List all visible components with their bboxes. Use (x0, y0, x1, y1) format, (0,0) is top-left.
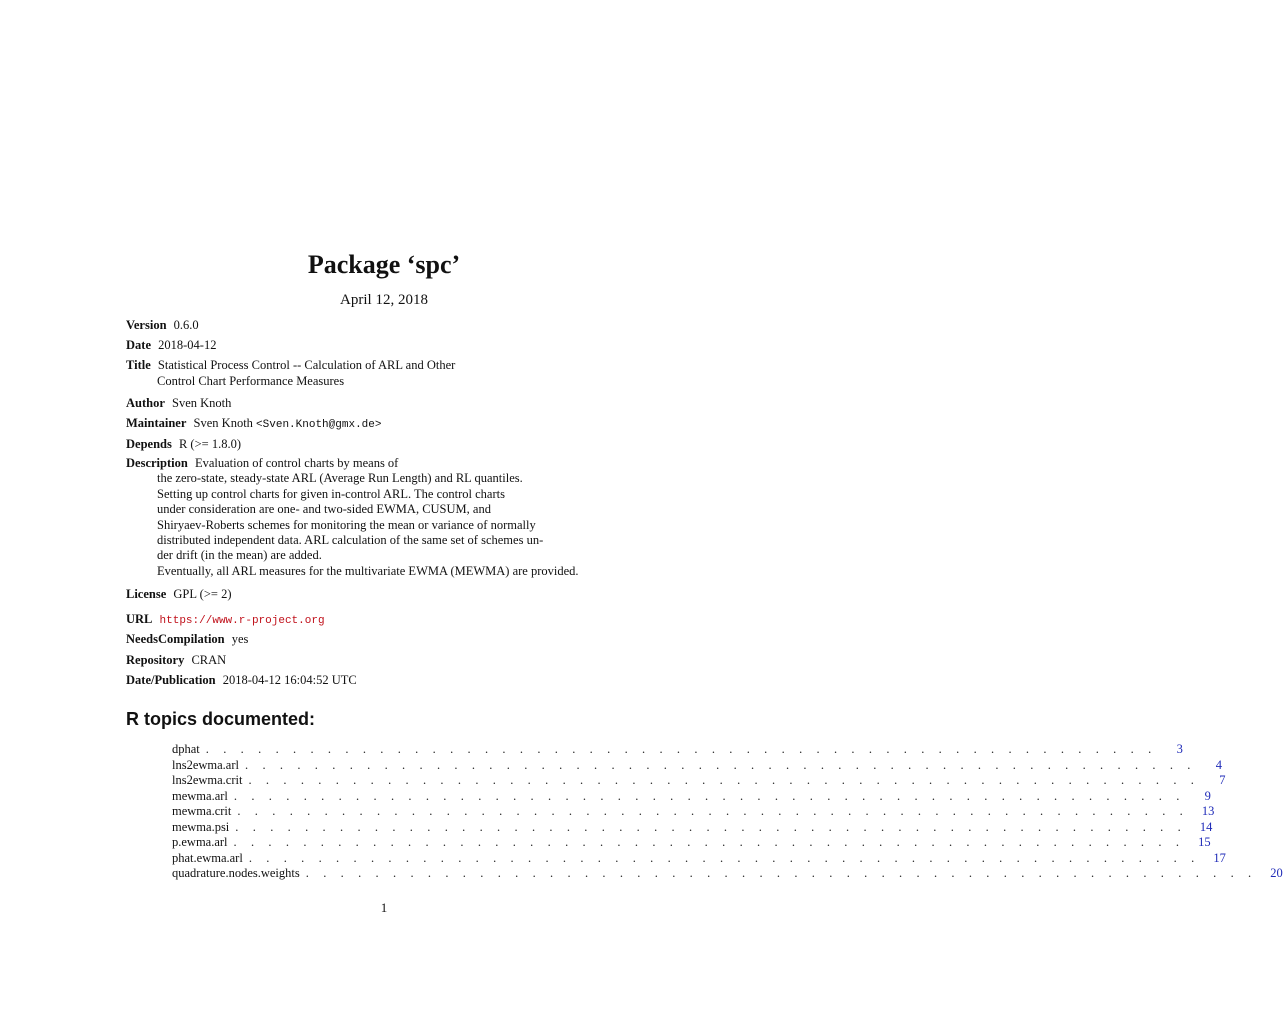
toc-leader-dots: . . . . . . . . . . . . . . . . . . . . . . . . . . . . . . . . . . . . . . . . . . . . . . . . . . . . . . . (233, 788, 1185, 803)
field-date-publication (126, 672, 646, 692)
field-date (126, 337, 646, 357)
field-label: Date/Publication (126, 673, 216, 687)
field-label: URL (126, 612, 153, 626)
package-title: Package ‘spc’ (307, 250, 461, 279)
field-depends (126, 436, 646, 456)
toc-item[interactable] (172, 757, 1223, 774)
toc-item-name[interactable]: dphat (172, 742, 200, 756)
toc-item-name[interactable]: mewma.arl (172, 788, 228, 803)
field-label: Maintainer (126, 416, 187, 430)
toc-item[interactable] (172, 866, 1283, 882)
toc-heading: R topics documented: (126, 709, 316, 729)
field-value: Statistical Process Control -- Calculation of ARL and Other (157, 358, 456, 372)
field-repository (126, 652, 646, 672)
toc-page-link[interactable]: 15 (1198, 835, 1211, 849)
toc-page-link[interactable]: 20 (1270, 866, 1283, 880)
package-fields (126, 317, 646, 692)
field-maintainer (126, 415, 646, 436)
toc-item[interactable] (172, 788, 1211, 805)
field-url (126, 611, 646, 631)
field-value: Evaluation of control charts by means of (194, 456, 399, 470)
toc-list (172, 742, 1283, 882)
field-value: 0.6.0 (173, 318, 199, 332)
description-line: der drift (in the mean) are added. (157, 548, 322, 563)
toc-page-link[interactable]: 14 (1199, 819, 1213, 834)
description-line: Shiryaev-Roberts schemes for monitoring the mean or variance of normally (157, 517, 536, 532)
field-label: Depends (126, 437, 172, 451)
toc-item-name[interactable]: mewma.crit (172, 804, 232, 818)
field-needs-compilation (126, 631, 646, 652)
toc-item-name[interactable]: quadrature.nodes.weights (172, 866, 300, 880)
toc-item[interactable] (172, 773, 1226, 789)
toc-item-name[interactable]: phat.ewma.arl (172, 850, 243, 865)
description-line: the zero-state, steady-state ARL (Average Run Length) and RL quantiles. (157, 471, 523, 486)
field-description (126, 456, 646, 586)
toc-page-link[interactable]: 13 (1201, 804, 1215, 818)
field-title (126, 357, 646, 395)
toc-leader-dots: . . . . . . . . . . . . . . . . . . . . . . . . . . . . . . . . . . . . . . . . . . . . . . . . . . . . . . . (248, 850, 1200, 865)
field-author (126, 395, 646, 415)
toc-page-link[interactable]: 4 (1215, 757, 1223, 772)
toc-leader-dots: . . . . . . . . . . . . . . . . . . . . . . . . . . . . . . . . . . . . . . . . . . . . . . . . . . . . . . . (248, 773, 1200, 787)
toc-item-name[interactable]: lns2ewma.crit (172, 773, 243, 787)
field-label: Description (126, 456, 188, 470)
field-label: Title (126, 358, 151, 372)
toc-leader-dots: . . . . . . . . . . . . . . . . . . . . . . . . . . . . . . . . . . . . . . . . . . . . . . . . . . . . . . . (245, 757, 1197, 772)
toc-leader-dots: . . . . . . . . . . . . . . . . . . . . . . . . . . . . . . . . . . . . . . . . . . . . . . . . . . . . . . . (237, 804, 1189, 818)
field-label: Author (126, 396, 165, 410)
field-value: Sven Knoth (193, 416, 253, 430)
field-label: License (126, 587, 167, 601)
field-value: GPL (>= 2) (173, 587, 232, 601)
field-value: yes (231, 632, 249, 646)
toc-leader-dots: . . . . . . . . . . . . . . . . . . . . . . . . . . . . . . . . . . . . . . . . . . . . . . . . . . . . . . . (233, 835, 1185, 849)
page-number: 1 (380, 900, 388, 915)
field-label: Date (126, 338, 151, 352)
toc-item[interactable] (172, 742, 1183, 758)
package-date: April 12, 2018 (340, 292, 428, 308)
field-value: CRAN (191, 653, 227, 667)
toc-item-name[interactable]: p.ewma.arl (172, 835, 228, 849)
field-label: NeedsCompilation (126, 632, 225, 646)
field-value-continued: Control Chart Performance Measures (157, 374, 345, 388)
toc-page-link[interactable]: 9 (1204, 788, 1211, 803)
toc-leader-dots: . . . . . . . . . . . . . . . . . . . . . . . . . . . . . . . . . . . . . . . . . . . . . . . . . . . . . . . (235, 819, 1187, 834)
description-line: Setting up control charts for given in-control ARL. The control charts (157, 486, 505, 501)
toc-item-name[interactable]: mewma.psi (172, 819, 230, 834)
description-line: Eventually, all ARL measures for the multivariate EWMA (MEWMA) are provided. (157, 563, 579, 578)
description-line: distributed independent data. ARL calculation of the same set of schemes un- (157, 533, 544, 548)
description-line: under consideration are one- and two-sided EWMA, CUSUM, and (157, 502, 491, 517)
toc-page-link[interactable]: 3 (1176, 742, 1183, 756)
toc-item[interactable] (172, 804, 1215, 820)
maintainer-email[interactable]: <Sven.Knoth@gmx.de> (256, 419, 382, 431)
field-label: Version (126, 318, 167, 332)
toc-page-link[interactable]: 7 (1219, 773, 1226, 787)
field-version (126, 317, 646, 337)
field-license (126, 586, 646, 611)
field-value: 2018-04-12 (158, 338, 217, 352)
toc-leader-dots: . . . . . . . . . . . . . . . . . . . . . . . . . . . . . . . . . . . . . . . . . . . . . . . . . . . . . . . (205, 742, 1157, 756)
toc-item[interactable] (172, 819, 1213, 836)
toc-item-name[interactable]: lns2ewma.arl (172, 757, 239, 772)
toc-page-link[interactable]: 17 (1213, 850, 1226, 865)
toc-item[interactable] (172, 850, 1226, 867)
toc-leader-dots: . . . . . . . . . . . . . . . . . . . . . . . . . . . . . . . . . . . . . . . . . . . . . . . . . . . . . . . (305, 866, 1257, 880)
url-link[interactable]: https://www.r-project.org (159, 615, 325, 627)
toc-item[interactable] (172, 835, 1211, 851)
field-value: 2018-04-12 16:04:52 UTC (222, 673, 357, 687)
field-label: Repository (126, 653, 185, 667)
field-value: Sven Knoth (172, 396, 232, 410)
field-value: R (>= 1.8.0) (178, 437, 241, 451)
